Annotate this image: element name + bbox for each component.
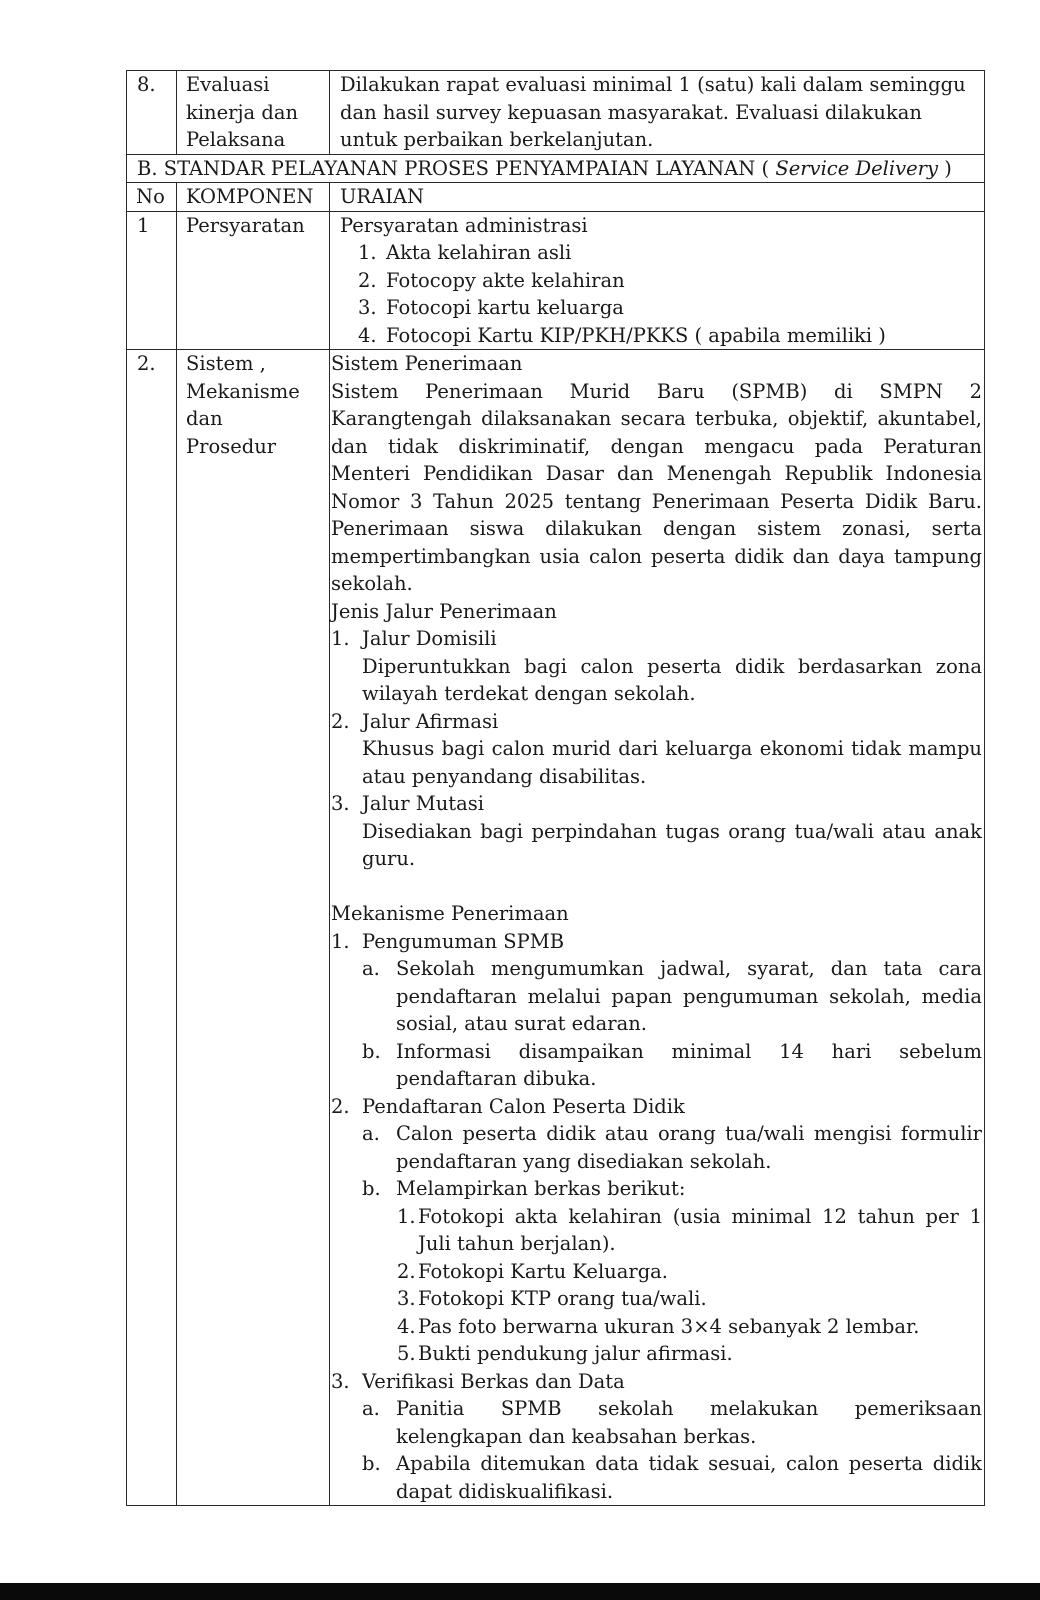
- sub-marker: a.: [362, 957, 380, 980]
- list-item: [331, 1368, 982, 1396]
- requirements-list: [340, 239, 982, 349]
- sub-text: Informasi disampaikan minimal 14 hari sebelum pendaftaran dibuka.: [396, 1039, 982, 1090]
- row-komponen: [177, 71, 330, 155]
- page-bottom-border: [0, 1583, 1040, 1600]
- list-title: Verifikasi Berkas dan Data: [362, 1369, 625, 1393]
- jalur-heading: Jenis Jalur Penerimaan: [331, 599, 557, 623]
- list-marker: 4.: [358, 323, 377, 347]
- komponen-line: Pelaksana: [186, 128, 286, 151]
- list-item: [331, 625, 982, 653]
- sub-marker: a.: [362, 1397, 380, 1420]
- header-komponen: KOMPONEN: [177, 183, 330, 212]
- komponen-line: dan: [186, 407, 223, 430]
- list-item: [331, 708, 982, 736]
- jalur-list: [331, 625, 982, 873]
- berkas-marker: 5.: [397, 1342, 416, 1365]
- table-row: [127, 350, 985, 1506]
- uraian-line: dan hasil survey kepuasan masyarakat. Evaluasi dilakukan: [340, 100, 922, 124]
- list-item: [331, 1093, 982, 1121]
- sistem-heading: Sistem Penerimaan: [331, 352, 523, 375]
- sub-marker: b.: [362, 1177, 381, 1200]
- list-text: Fotocopi kartu keluarga: [386, 296, 624, 319]
- row-number: 1: [127, 211, 177, 350]
- berkas-marker: 2.: [397, 1259, 416, 1283]
- header-row: [127, 183, 985, 212]
- berkas-marker: 3.: [397, 1287, 416, 1310]
- section-title-end: ): [944, 156, 952, 180]
- list-text: Fotocopy akte kelahiran: [386, 268, 625, 292]
- sub-item: [331, 1038, 982, 1093]
- berkas-text: Fotokopi akta kelahiran (usia minimal 12 tahun per 1 Juli tahun berjalan).: [418, 1204, 982, 1255]
- header-no: No: [127, 183, 177, 212]
- sub-item: [331, 1120, 982, 1175]
- komponen-line: Sistem ,: [186, 352, 266, 375]
- berkas-item: [331, 1203, 982, 1258]
- list-marker: 1.: [331, 929, 350, 953]
- row-uraian: [330, 350, 985, 1506]
- sub-text: Sekolah mengumumkan jadwal, syarat, dan tata cara pendaftaran melalui papan pengumuman sekolah, media sosial, atau surat edaran.: [396, 957, 982, 1035]
- sub-item: [331, 1175, 982, 1203]
- header-uraian: URAIAN: [330, 183, 985, 212]
- berkas-marker: 1.: [397, 1204, 416, 1228]
- komponen-line: Evaluasi: [186, 73, 270, 96]
- list-item: [358, 322, 982, 350]
- komponen-line: kinerja dan: [186, 100, 299, 124]
- table-row: [127, 211, 985, 350]
- sub-marker: a.: [362, 1122, 380, 1145]
- uraian-line: Dilakukan rapat evaluasi minimal 1 (satu) kali dalam seminggu: [340, 73, 966, 96]
- uraian-heading: Persyaratan administrasi: [340, 213, 588, 237]
- table-row: [127, 71, 985, 155]
- sub-item: [331, 1450, 982, 1505]
- list-item: [331, 790, 982, 818]
- list-item: [358, 267, 982, 295]
- list-title: Jalur Afirmasi: [362, 709, 499, 733]
- sub-marker: b.: [362, 1039, 381, 1063]
- list-title: Pengumuman SPMB: [362, 929, 565, 953]
- section-row: [127, 154, 985, 183]
- sub-item: [331, 955, 982, 1038]
- list-item: [331, 928, 982, 956]
- list-marker: 2.: [358, 268, 377, 292]
- row-komponen: Persyaratan: [177, 211, 330, 350]
- list-marker: 2.: [331, 709, 350, 733]
- section-b-title: [127, 154, 985, 183]
- list-item: [358, 294, 982, 322]
- list-item: [358, 239, 982, 267]
- sub-text: Calon peserta didik atau orang tua/wali mengisi formulir pendaftaran yang disediakan sekolah.: [396, 1122, 982, 1173]
- section-title-text: B. STANDAR PELAYANAN PROSES PENYAMPAIAN LAYANAN (: [137, 156, 770, 180]
- berkas-item: [331, 1258, 982, 1286]
- list-description: Disediakan bagi perpindahan tugas orang tua/wali atau anak guru.: [362, 819, 982, 870]
- sistem-paragraph: Sistem Penerimaan Murid Baru (SPMB) di SMPN 2 Karangtengah dilaksanakan secara terbuka, objektif, akuntabel, dan tidak diskriminatif, dengan mengacu pada Peraturan Menteri Pendidikan Dasar dan Menengah Republik Indonesia Nomor 3 Tahun 2025 tentang Penerimaan Peserta Didik Baru. Penerimaan siswa dilakukan dengan sistem zonasi, serta mempertimbangkan usia calon peserta didik dan daya tampung sekolah.: [331, 379, 982, 595]
- section-title-italic: Service Delivery: [769, 156, 945, 180]
- list-marker: 3.: [331, 792, 350, 815]
- row-uraian: [330, 211, 985, 350]
- sub-item: [331, 1395, 982, 1450]
- mekanisme-list: [331, 928, 982, 1506]
- list-title: Jalur Domisili: [362, 627, 497, 650]
- service-standard-table: [126, 70, 985, 1506]
- komponen-line: Mekanisme: [186, 379, 300, 403]
- mekanisme-heading: Mekanisme Penerimaan: [331, 902, 569, 925]
- list-marker: 1.: [358, 241, 377, 264]
- list-marker: 2.: [331, 1094, 350, 1118]
- berkas-item: [331, 1340, 982, 1368]
- sub-text: Apabila ditemukan data tidak sesuai, calon peserta didik dapat didiskualifikasi.: [396, 1452, 982, 1503]
- sub-text: Panitia SPMB sekolah melakukan pemeriksaan kelengkapan dan keabsahan berkas.: [396, 1397, 982, 1448]
- list-title: Pendaftaran Calon Peserta Didik: [362, 1094, 685, 1118]
- list-marker: 1.: [331, 627, 350, 650]
- berkas-text: Fotokopi KTP orang tua/wali.: [418, 1287, 707, 1310]
- berkas-text: Fotokopi Kartu Keluarga.: [418, 1259, 668, 1283]
- list-text: Fotocopi Kartu KIP/PKH/PKKS ( apabila memiliki ): [386, 323, 886, 347]
- blank-line: [331, 873, 982, 901]
- list-marker: 3.: [358, 296, 377, 319]
- list-description: Khusus bagi calon murid dari keluarga ekonomi tidak mampu atau penyandang disabilitas.: [362, 737, 982, 788]
- list-description: Diperuntukkan bagi calon peserta didik berdasarkan zona wilayah terdekat dengan sekolah.: [362, 654, 982, 705]
- komponen-line: Prosedur: [186, 434, 277, 458]
- list-title: Jalur Mutasi: [362, 792, 484, 815]
- berkas-marker: 4.: [397, 1314, 416, 1338]
- row-komponen: [177, 350, 330, 1506]
- row-number: 8.: [127, 71, 177, 155]
- row-number: 2.: [127, 350, 177, 1506]
- uraian-line: untuk perbaikan berkelanjutan.: [340, 128, 654, 151]
- sub-marker: b.: [362, 1452, 381, 1475]
- berkas-item: [331, 1313, 982, 1341]
- list-marker: 3.: [331, 1369, 350, 1393]
- berkas-text: Bukti pendukung jalur afirmasi.: [418, 1342, 733, 1365]
- berkas-text: Pas foto berwarna ukuran 3×4 sebanyak 2 lembar.: [418, 1314, 920, 1338]
- list-text: Akta kelahiran asli: [386, 241, 572, 264]
- sub-text: Melampirkan berkas berikut:: [396, 1177, 686, 1200]
- berkas-item: [331, 1285, 982, 1313]
- row-uraian: [330, 71, 985, 155]
